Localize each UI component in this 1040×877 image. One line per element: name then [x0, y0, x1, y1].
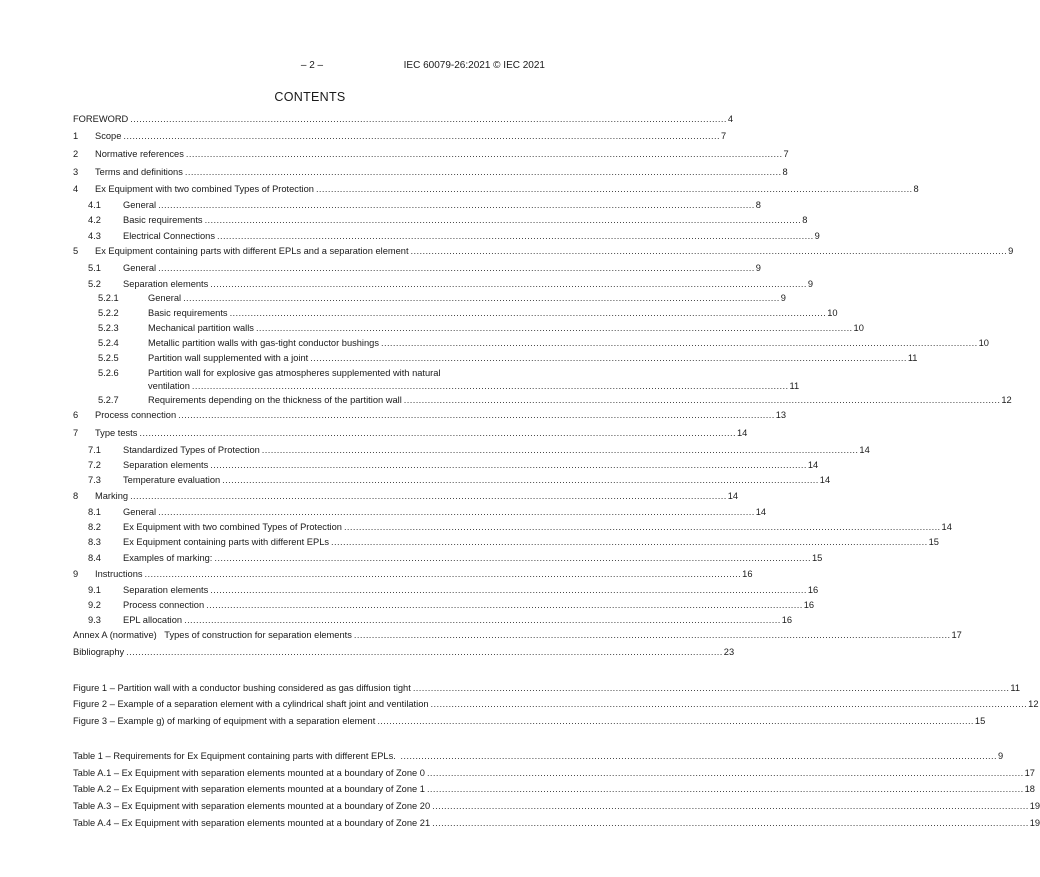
toc-entry[interactable]: [73, 307, 838, 320]
toc-entry[interactable]: [73, 322, 864, 335]
toc-entry-number: 9: [73, 569, 79, 579]
toc-entry-page: 8: [782, 167, 788, 177]
toc-entry-number: 5.2.4: [98, 338, 119, 348]
toc-entry[interactable]: [73, 148, 789, 161]
toc-entry-title: Annex A (normative) Types of construction for separation elements: [73, 630, 352, 640]
toc-entry[interactable]: [73, 427, 748, 440]
toc-entry[interactable]: [73, 444, 870, 457]
figures-entry[interactable]: [73, 682, 1021, 695]
toc-entry-page: 10: [827, 308, 838, 318]
dot-leader: ........................................................................................................................................................................................................: [183, 293, 780, 303]
dot-leader: ........................................................................................................................................................................................................: [130, 491, 727, 501]
toc-entry[interactable]: [73, 199, 761, 212]
toc-entry-title: Ex Equipment containing parts with different EPLs: [123, 537, 330, 547]
toc-entry[interactable]: [73, 278, 814, 291]
toc-entry-number: 8.3: [88, 537, 101, 547]
toc-entry-number: 8: [73, 491, 79, 501]
toc-entry-page: 8: [802, 215, 808, 225]
toc-entry-page: 13: [775, 410, 787, 420]
dot-leader: ........................................................................................................................................................................................................: [178, 410, 775, 420]
toc-entry-number: 4: [73, 184, 79, 194]
toc-entry-page: 14: [859, 445, 870, 455]
toc-entry[interactable]: [73, 536, 939, 549]
dot-leader: ........................................................................................................................................................................................................: [315, 184, 913, 194]
toc-entry-page: 14: [727, 491, 739, 501]
dot-leader: ........................................................................................................................................................................................................: [210, 460, 807, 470]
dot-leader: ........................................................................................................................................................................................................: [261, 445, 859, 455]
dot-leader: ........................................................................................................................................................................................................: [380, 338, 978, 348]
toc-entry-page: 14: [736, 428, 748, 438]
tables-entry[interactable]: [73, 817, 1040, 830]
toc-entry-page: 10: [853, 323, 864, 333]
toc-entry-number: 5.1: [88, 263, 101, 273]
dot-leader: ........................................................................................................................................................................................................: [214, 553, 811, 563]
toc-entry-number: 7.2: [88, 460, 101, 470]
figures-entry-page: 12: [1028, 699, 1039, 709]
toc-entry[interactable]: [73, 584, 819, 597]
toc-entry-number: 8.4: [88, 553, 101, 563]
toc-entry-page: 9: [1008, 246, 1014, 256]
toc-entry-title: Examples of marking:: [123, 553, 213, 563]
dot-leader: ........................................................................................................................................................................................................: [184, 615, 781, 625]
toc-entry-title: Separation elements: [123, 585, 209, 595]
toc-entry-title: Bibliography: [73, 647, 125, 657]
toc-entry-title: Scope: [95, 131, 122, 141]
toc-entry-page: 9: [755, 263, 761, 273]
toc-entry-page: 15: [812, 553, 823, 563]
dot-leader: ........................................................................................................................................................................................................: [353, 630, 951, 640]
toc-entry-number: 6: [73, 410, 79, 420]
figures-entry-title: Figure 1 – Partition wall with a conductor bushing considered as gas diffusion tight: [73, 683, 411, 693]
toc-entry-title: Basic requirements: [123, 215, 203, 225]
toc-entry-title: Metallic partition walls with gas-tight conductor bushings: [148, 338, 379, 348]
tables-entry-title: Table 1 – Requirements for Ex Equipment containing parts with different EPLs.: [73, 751, 399, 761]
toc-entry[interactable]: [73, 183, 919, 196]
figures-entry[interactable]: [73, 698, 1039, 711]
toc-entry-title: General: [123, 263, 157, 273]
toc-entry[interactable]: [73, 646, 735, 659]
toc-entry-number: 5.2: [88, 279, 101, 289]
dot-leader: ........................................................................................................................................................................................................: [185, 149, 783, 159]
toc-entry-number: 9.2: [88, 600, 101, 610]
toc-entry-page: 14: [819, 475, 831, 485]
toc-entry-title: Process connection: [95, 410, 177, 420]
toc-entry-title: Partition wall for explosive gas atmospheres supplemented with natural: [148, 368, 441, 378]
toc-entry-title: Normative references: [95, 149, 184, 159]
toc-entry-number: 4.3: [88, 231, 101, 241]
toc-entry[interactable]: [73, 409, 787, 422]
toc-entry[interactable]: [73, 474, 831, 487]
dot-leader: ........................................................................................................................................................................................................: [410, 246, 1008, 256]
toc-entry-title: Type tests: [95, 428, 138, 438]
toc-entry[interactable]: [73, 506, 767, 519]
dot-leader: ........................................................................................................................................................................................................: [255, 323, 853, 333]
toc-entry-title: Basic requirements: [148, 308, 228, 318]
toc-entry[interactable]: [73, 614, 793, 627]
toc-entry-number: 5.2.5: [98, 353, 119, 363]
toc-entry-page: 7: [783, 149, 789, 159]
toc-entry-number: 5.2.2: [98, 308, 119, 318]
tables-entry-title: Table A.1 – Ex Equipment with separation elements mounted at a boundary of Zone 0: [73, 768, 425, 778]
toc-entry-number: 1: [73, 131, 79, 141]
toc-entry[interactable]: [73, 352, 918, 365]
tables-entry-page: 9: [998, 751, 1004, 761]
toc-entry[interactable]: [73, 394, 1012, 407]
toc-entry[interactable]: [73, 337, 989, 350]
toc-entry-title: Instructions: [95, 569, 143, 579]
dot-leader: ........................................................................................................................................................................................................: [222, 475, 819, 485]
toc-entry-number: 7: [73, 428, 79, 438]
toc-entry-page: 8: [755, 200, 761, 210]
dot-leader: ........................................................................................................................................................................................................: [126, 647, 723, 657]
toc-entry-page: 16: [807, 585, 819, 595]
toc-entry-page: 14: [941, 522, 952, 532]
dot-leader: ........................................................................................................................................................................................................: [184, 167, 782, 177]
tables-entry-title: Table A.2 – Ex Equipment with separation elements mounted at a boundary of Zone 1: [73, 784, 425, 794]
toc-entry-page: 16: [781, 615, 793, 625]
toc-entry-number: 5: [73, 246, 79, 256]
tables-entry-page: 19: [1029, 801, 1040, 811]
toc-entry-title: General: [123, 200, 157, 210]
toc-entry-page: 16: [803, 600, 815, 610]
toc-entry-title: Requirements depending on the thickness of the partition wall: [148, 395, 402, 405]
tables-entry[interactable]: [73, 783, 1035, 796]
tables-entry[interactable]: [73, 800, 1040, 813]
dot-leader: ........................................................................................................................................................................................................: [343, 522, 941, 532]
toc-entry-page: 12: [1001, 395, 1012, 405]
toc-entry[interactable]: [73, 130, 727, 143]
toc-entry-title: Separation elements: [123, 279, 209, 289]
dot-leader: ........................................................................................................................................................................................................: [123, 131, 720, 141]
dot-leader: ........................................................................................................................................................................................................: [432, 801, 1029, 811]
toc-entry-title: Terms and definitions: [95, 167, 183, 177]
toc-entry-number: 8.2: [88, 522, 101, 532]
dot-leader: ........................................................................................................................................................................................................: [191, 381, 789, 391]
dot-leader: ........................................................................................................................................................................................................: [426, 768, 1024, 778]
toc-entry-page: 11: [789, 381, 800, 391]
toc-entry-number: 5.2.7: [98, 395, 119, 405]
dot-leader: ........................................................................................................................................................................................................: [210, 585, 807, 595]
dot-leader: ........................................................................................................................................................................................................: [210, 279, 807, 289]
dot-leader: ........................................................................................................................................................................................................: [216, 231, 814, 241]
toc-entry-title: Electrical Connections: [123, 231, 215, 241]
tables-entry-page: 19: [1029, 818, 1040, 828]
toc-entry-title: Mechanical partition walls: [148, 323, 254, 333]
page-title: CONTENTS: [274, 90, 346, 104]
toc-entry[interactable]: [73, 214, 808, 227]
toc-entry-title: Process connection: [123, 600, 205, 610]
dot-leader: ........................................................................................................................................................................................................: [377, 716, 974, 726]
toc-entry[interactable]: [73, 521, 952, 534]
toc-entry-title: ventilation: [148, 381, 190, 391]
standard-reference: IEC 60079-26:2021 © IEC 2021: [403, 60, 545, 71]
toc-entry-page: 9: [780, 293, 786, 303]
toc-entry-number: 9.1: [88, 585, 101, 595]
toc-entry[interactable]: [73, 230, 820, 243]
dot-leader: ........................................................................................................................................................................................................: [403, 395, 1001, 405]
toc-entry-number: 4.1: [88, 200, 101, 210]
dot-leader: ........................................................................................................................................................................................................: [158, 507, 755, 517]
dot-leader: ........................................................................................................................................................................................................: [426, 784, 1024, 794]
toc-entry-number: 7.3: [88, 475, 101, 485]
toc-entry[interactable]: [73, 552, 823, 565]
tables-entry[interactable]: [73, 750, 1004, 763]
toc-entry-title: Separation elements: [123, 460, 209, 470]
figures-entry-page: 15: [974, 716, 986, 726]
toc-entry-title: Standardized Types of Protection: [123, 445, 260, 455]
toc-entry[interactable]: [73, 245, 1014, 258]
toc-entry-page: 15: [928, 537, 939, 547]
toc-entry-title: FOREWORD: [73, 114, 129, 124]
figures-entry-page: 11: [1010, 683, 1021, 693]
dot-leader: ........................................................................................................................................................................................................: [204, 215, 802, 225]
dot-leader: ........................................................................................................................................................................................................: [229, 308, 827, 318]
dot-leader: ........................................................................................................................................................................................................: [206, 600, 803, 610]
toc-entry-title: General: [148, 293, 182, 303]
toc-entry-page: 16: [742, 569, 753, 579]
toc-entry[interactable]: [73, 262, 761, 275]
dot-leader: ........................................................................................................................................................................................................: [130, 114, 727, 124]
toc-entry-title: EPL allocation: [123, 615, 183, 625]
tables-entry-page: 18: [1024, 784, 1035, 794]
toc-entry-title: General: [123, 507, 157, 517]
toc-entry[interactable]: [73, 166, 788, 179]
toc-entry[interactable]: [73, 113, 734, 126]
toc-entry-number: 5.2.1: [98, 293, 119, 303]
toc-entry[interactable]: [73, 490, 739, 503]
dot-leader: ........................................................................................................................................................................................................: [400, 751, 998, 761]
tables-entry[interactable]: [73, 767, 1035, 780]
toc-entry-number: 5.2.6: [98, 368, 119, 378]
toc-entry-page: 14: [807, 460, 819, 470]
toc-entry-page: 9: [807, 279, 814, 289]
toc-entry-title: Partition wall supplemented with a joint: [148, 353, 309, 363]
dot-leader: ........................................................................................................................................................................................................: [158, 200, 755, 210]
dot-leader: ........................................................................................................................................................................................................: [158, 263, 755, 273]
toc-entry-page: 7: [720, 131, 727, 141]
dot-leader: ........................................................................................................................................................................................................: [310, 353, 907, 363]
toc-entry-number: 7.1: [88, 445, 101, 455]
toc-entry-number: 9.3: [88, 615, 101, 625]
toc-entry-page: 23: [723, 647, 735, 657]
figures-entry-title: Figure 2 – Example of a separation element with a cylindrical shaft joint and ventilation: [73, 699, 429, 709]
tables-entry-page: 17: [1024, 768, 1035, 778]
toc-entry-page: 10: [978, 338, 989, 348]
dot-leader: ........................................................................................................................................................................................................: [139, 428, 736, 438]
toc-entry-page: 14: [755, 507, 767, 517]
toc-entry-number: 2: [73, 149, 79, 159]
toc-entry[interactable]: [73, 292, 786, 305]
dot-leader: ........................................................................................................................................................................................................: [430, 699, 1028, 709]
toc-entry-title: Ex Equipment with two combined Types of Protection: [95, 184, 314, 194]
toc-entry[interactable]: [73, 367, 800, 393]
toc-entry[interactable]: [73, 629, 962, 642]
toc-entry-page: 8: [913, 184, 919, 194]
toc-entry-page: 11: [907, 353, 918, 363]
figures-entry[interactable]: [73, 715, 986, 728]
toc-entry-title: Marking: [95, 491, 129, 501]
figures-entry-title: Figure 3 – Example g) of marking of equipment with a separation element: [73, 716, 376, 726]
toc-entry-number: 4.2: [88, 215, 101, 225]
toc-entry-page: 9: [814, 231, 820, 241]
toc-entry-page: 4: [727, 114, 734, 124]
dot-leader: ........................................................................................................................................................................................................: [432, 818, 1029, 828]
toc-entry-title: Ex Equipment with two combined Types of Protection: [123, 522, 342, 532]
page-number: – 2 –: [300, 60, 324, 71]
tables-entry-title: Table A.3 – Ex Equipment with separation elements mounted at a boundary of Zone 20: [73, 801, 431, 811]
dot-leader: ........................................................................................................................................................................................................: [331, 537, 928, 547]
dot-leader: ........................................................................................................................................................................................................: [144, 569, 742, 579]
dot-leader: ........................................................................................................................................................................................................: [412, 683, 1010, 693]
toc-entry-page: 17: [951, 630, 962, 640]
toc-entry[interactable]: [73, 568, 753, 581]
toc-entry-title: Temperature evaluation: [123, 475, 221, 485]
tables-entry-title: Table A.4 – Ex Equipment with separation elements mounted at a boundary of Zone 21: [73, 818, 431, 828]
toc-entry-number: 8.1: [88, 507, 101, 517]
toc-entry[interactable]: [73, 599, 815, 612]
toc-entry-number: 3: [73, 167, 79, 177]
toc-entry-number: 5.2.3: [98, 323, 119, 333]
toc-entry[interactable]: [73, 459, 819, 472]
toc-entry-title: Ex Equipment containing parts with different EPLs and a separation element: [95, 246, 409, 256]
